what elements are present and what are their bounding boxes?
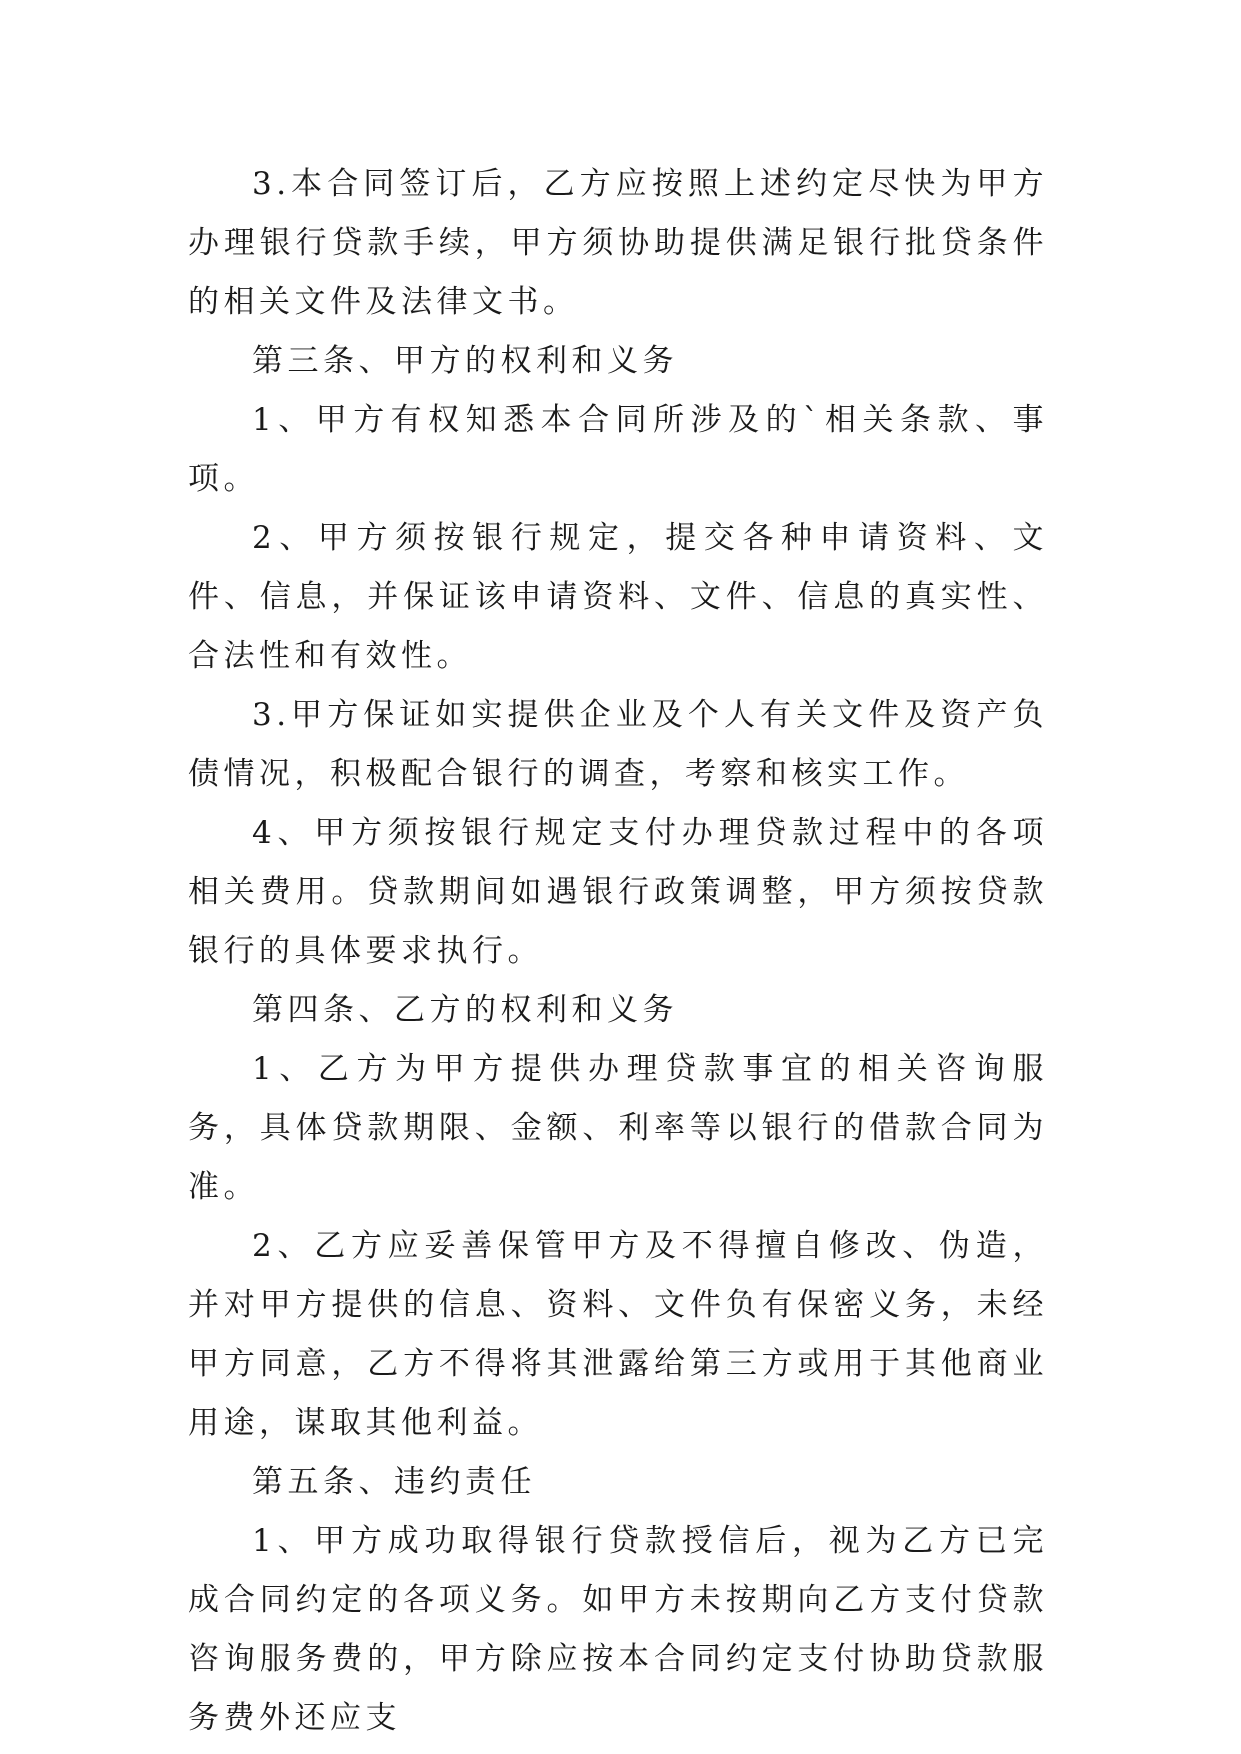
section-heading-article-3: 第三条、甲方的权利和义务 (252, 343, 678, 379)
section-heading-article-4: 第四条、乙方的权利和义务 (252, 992, 678, 1028)
paragraph-article-5-item-1: 1、甲方成功取得银行贷款授信后，视为乙方已完成合同约定的各项义务。如甲方未按期向乙方支付贷款咨询服务费的，甲方除应按本合同约定支付协助贷款服务费外还应支 (188, 1523, 1048, 1736)
paragraph-article-3-item-1: 1、甲方有权知悉本合同所涉及的`相关条款、事项。 (188, 402, 1048, 497)
paragraph-article-4-item-2: 2、乙方应妥善保管甲方及不得擅自修改、伪造，并对甲方提供的信息、资料、文件负有保密义务，未经甲方同意，乙方不得将其泄露给第三方或用于其他商业用途，谋取其他利益。 (188, 1228, 1048, 1441)
paragraph-article-3-item-4: 4、甲方须按银行规定支付办理贷款过程中的各项相关费用。贷款期间如遇银行政策调整，甲方须按贷款银行的具体要求执行。 (188, 815, 1048, 969)
paragraph-clause-2-3: 3.本合同签订后，乙方应按照上述约定尽快为甲方办理银行贷款手续，甲方须协助提供满足银行批贷条件的相关文件及法律文书。 (188, 166, 1048, 320)
paragraph-article-4-item-1: 1、乙方为甲方提供办理贷款事宜的相关咨询服务，具体贷款期限、金额、利率等以银行的借款合同为准。 (188, 1051, 1048, 1205)
paragraph-article-3-item-3: 3.甲方保证如实提供企业及个人有关文件及资产负债情况，积极配合银行的调查，考察和核实工作。 (188, 697, 1048, 792)
paragraph-article-3-item-2: 2、甲方须按银行规定，提交各种申请资料、文件、信息，并保证该申请资料、文件、信息的真实性、合法性和有效性。 (188, 520, 1048, 674)
document-body (188, 155, 1048, 1748)
section-heading-article-5: 第五条、违约责任 (252, 1464, 536, 1500)
